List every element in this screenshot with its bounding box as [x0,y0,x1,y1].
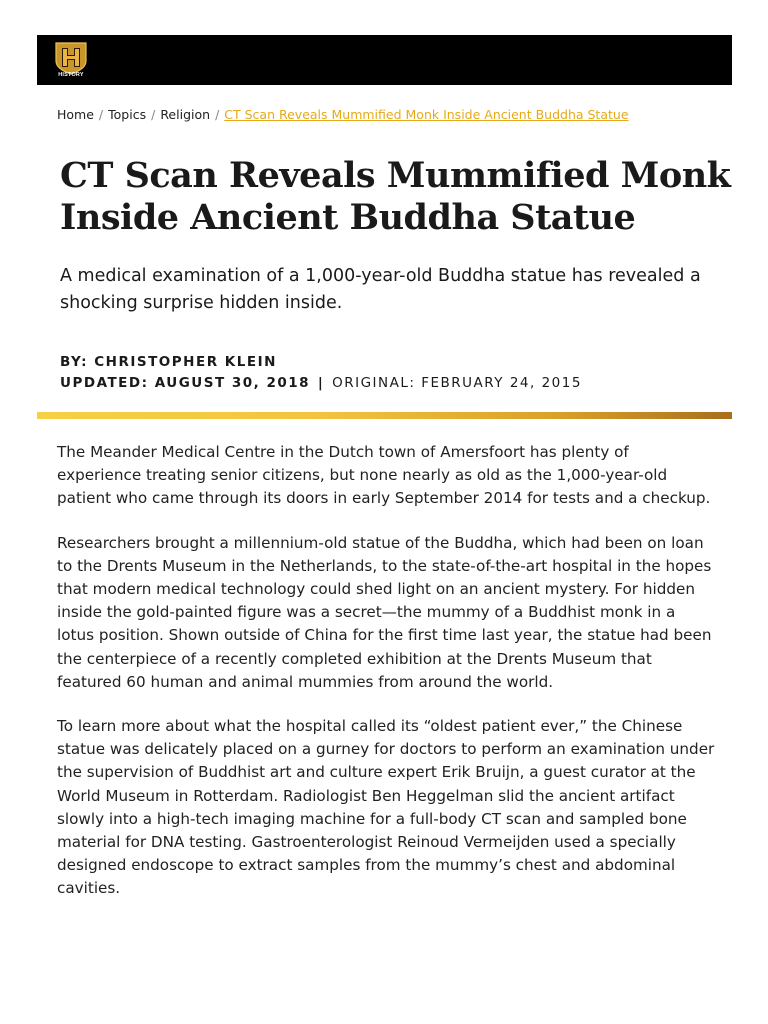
breadcrumb-current[interactable]: CT Scan Reveals Mummified Monk Inside Ancient Buddha Statue [224,106,629,122]
author-label: BY: CHRISTOPHER KLEIN [60,354,277,370]
article-paragraph: To learn more about what the hospital called its “oldest patient ever,” the Chinese statue was delicately placed on a gurney for doctors to perform an examination under the supervision of Buddhist art and culture expert Erik Bruijn, a guest curator at the World Museum in Rotterdam. Radiologist Ben Heggelman slid the ancient artifact slowly into a high-tech imaging machine for a full-body CT scan and sampled bone material for DNA testing. Gastroenterologist Reinoud Vermeijden used a specially designed endoscope to extract samples from the mummy’s chest and abdominal cavities. [57,717,715,898]
article-byline [60,352,730,394]
article-subtitle: A medical examination of a 1,000-year-old Buddha statue has revealed a shocking surprise hidden inside. [60,266,701,313]
updated-date: UPDATED: AUGUST 30, 2018 [60,375,311,391]
breadcrumb [57,105,629,123]
logo-wordmark: HISTORY [58,72,84,78]
article-paragraph: The Meander Medical Centre in the Dutch town of Amersfoort has plenty of experience treating senior citizens, but none nearly as old as the 1,000-year-old patient who came through its doors in early September 2014 for tests and a checkup. [57,443,711,508]
breadcrumb-separator: / [151,106,156,122]
dates-line [60,373,730,394]
history-logo[interactable] [53,41,89,81]
breadcrumb-home[interactable]: Home [57,106,94,122]
article-paragraph: Researchers brought a millennium-old statue of the Buddha, which had been on loan to the Drents Museum in the Netherlands, to the state-of-the-art hospital in the hopes that modern medical technology could shed light on an ancient mystery. For hidden inside the gold-painted figure was a secret—the mummy of a Buddhist monk in a lotus position. Shown outside of China for the first time last year, the statue had been the centerpiece of a recently completed exhibition at the Drents Museum that featured 60 human and animal mummies from around the world. [57,533,712,691]
breadcrumb-separator: / [215,106,220,122]
history-shield-icon [53,41,89,75]
breadcrumb-separator: / [98,106,104,122]
site-header [37,35,732,85]
breadcrumb-religion[interactable]: Religion [160,106,211,122]
original-date: ORIGINAL: FEBRUARY 24, 2015 [332,375,582,391]
article-body [57,441,717,922]
author-line [60,352,730,373]
gold-divider [37,412,732,419]
date-separator: | [317,375,325,391]
breadcrumb-topics[interactable]: Topics [108,106,147,122]
article-title: CT Scan Reveals Mummified Monk Inside Ancient Buddha Statue [60,155,731,238]
